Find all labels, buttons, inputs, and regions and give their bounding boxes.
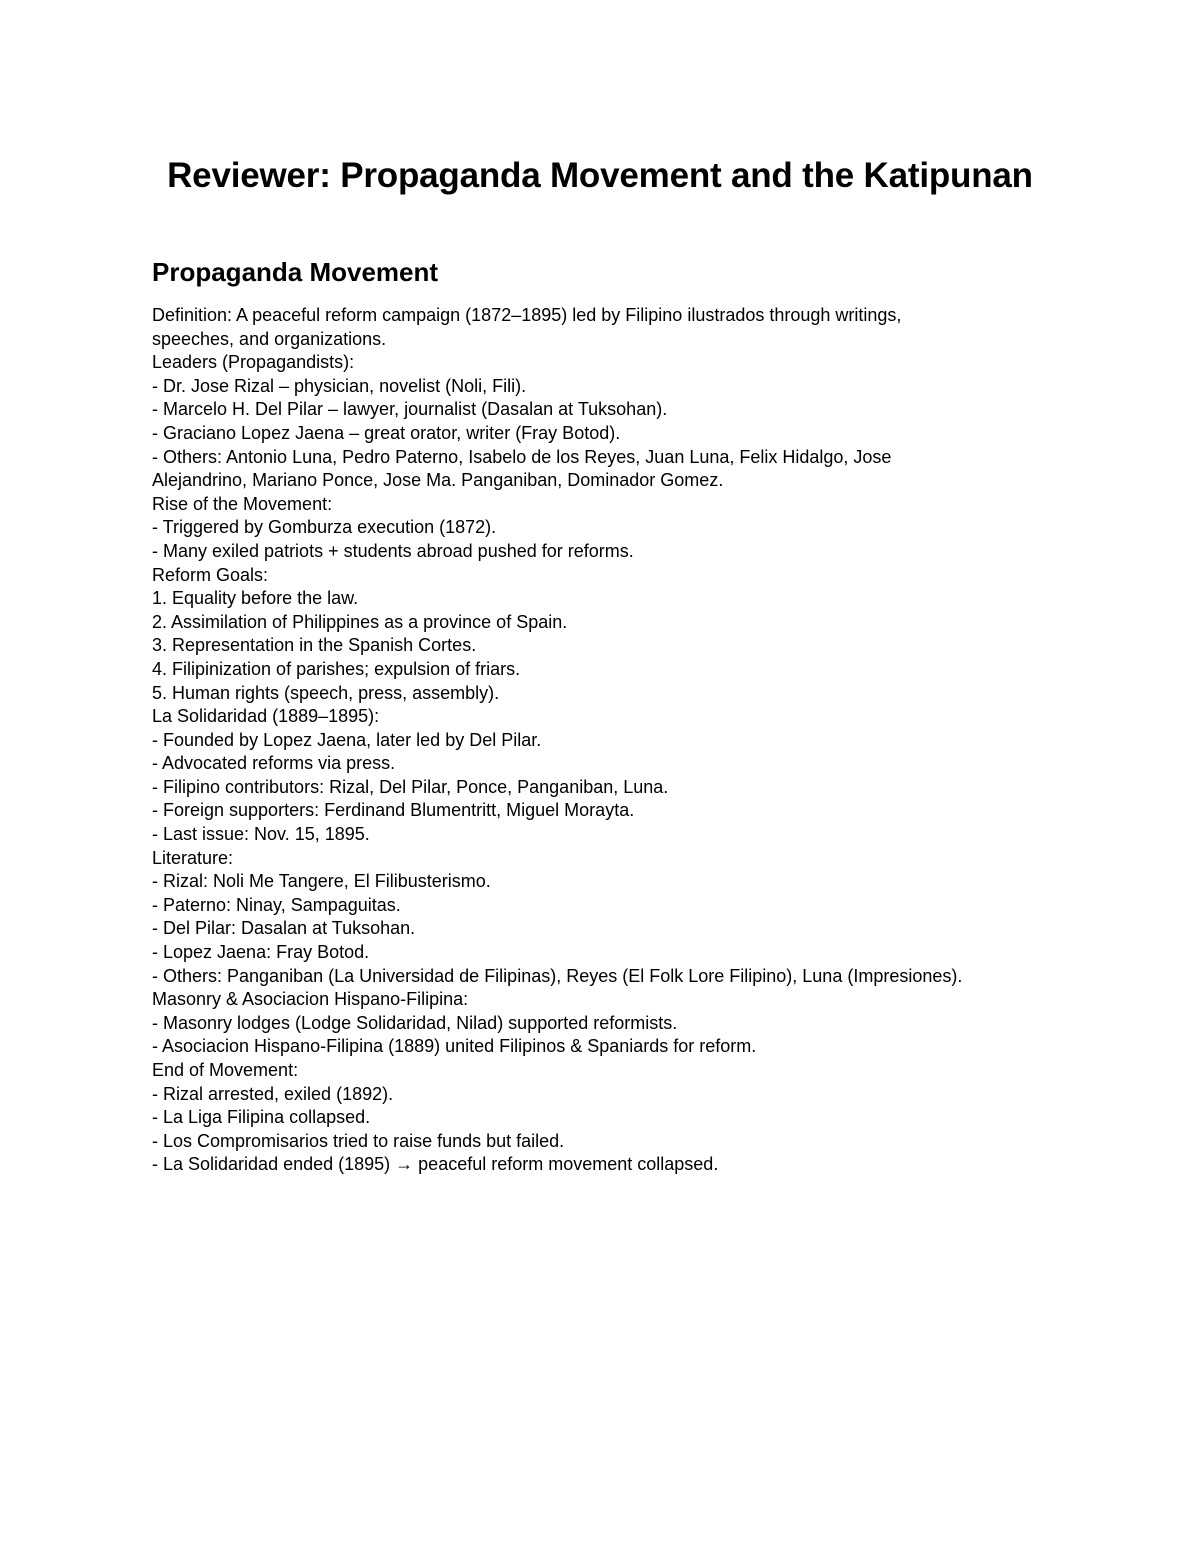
leaders-label: Leaders (Propagandists): [152,352,355,373]
rise-block [152,493,1052,564]
list-item: - Rizal: Noli Me Tangere, El Filibusterismo. [152,871,491,892]
list-item: - Founded by Lopez Jaena, later led by Del Pilar. [152,729,542,750]
list-item: - Los Compromisarios tried to raise funds but failed. [152,1130,565,1151]
list-item: - Lopez Jaena: Fray Botod. [152,942,370,963]
list-item: - Many exiled patriots + students abroad pushed for reforms. [152,540,634,561]
list-item: - Others: Antonio Luna, Pedro Paterno, Isabelo de los Reyes, Juan Luna, Felix Hidalgo, Jose [152,446,892,467]
list-item: - Rizal arrested, exiled (1892). [152,1083,394,1104]
leaders-block [152,351,1052,493]
rise-label: Rise of the Movement: [152,493,333,514]
list-item: - Masonry lodges (Lodge Solidaridad, Nilad) supported reformists. [152,1012,678,1033]
list-item: 1. Equality before the law. [152,588,359,609]
solidaridad-label: La Solidaridad (1889–1895): [152,706,380,727]
list-item: 4. Filipinization of parishes; expulsion of friars. [152,658,521,679]
section-heading: Propaganda Movement [152,257,439,287]
list-item: 3. Representation in the Spanish Cortes. [152,635,477,656]
document-title: Reviewer: Propaganda Movement and the Katipunan [167,156,1033,195]
list-item: - La Liga Filipina collapsed. [152,1107,371,1128]
list-item: - Filipino contributors: Rizal, Del Pilar, Ponce, Panganiban, Luna. [152,776,669,797]
list-item: - Others: Panganiban (La Universidad de Filipinas), Reyes (El Folk Lore Filipino), Luna (Impresiones). [152,965,963,986]
list-item: - Foreign supporters: Ferdinand Blumentritt, Miguel Morayta. [152,800,635,821]
literature-label: Literature: [152,847,234,868]
list-item: - Triggered by Gomburza execution (1872). [152,517,497,538]
definition-paragraph [152,304,1052,351]
list-item: 5. Human rights (speech, press, assembly). [152,682,500,703]
list-item: - La Solidaridad ended (1895) → peaceful reform movement collapsed. [152,1154,719,1175]
goals-block [152,564,1052,706]
list-item: - Asociacion Hispano-Filipina (1889) united Filipinos & Spaniards for reform. [152,1036,757,1057]
masonry-label: Masonry & Asociacion Hispano-Filipina: [152,989,469,1010]
document-body [152,304,1052,1177]
list-item: - Del Pilar: Dasalan at Tuksohan. [152,918,416,939]
list-item: - Advocated reforms via press. [152,753,396,774]
solidaridad-block [152,705,1052,847]
definition-line: speeches, and organizations. [152,328,387,349]
definition-line: Definition: A peaceful reform campaign (1872–1895) led by Filipino ilustrados through writings, [152,305,902,325]
list-item: Alejandrino, Mariano Ponce, Jose Ma. Panganiban, Dominador Gomez. [152,470,724,491]
masonry-block [152,988,1052,1059]
list-item: - Last issue: Nov. 15, 1895. [152,824,370,845]
list-item: - Paterno: Ninay, Sampaguitas. [152,894,401,915]
list-item: - Graciano Lopez Jaena – great orator, writer (Fray Botod). [152,422,621,443]
list-item: - Dr. Jose Rizal – physician, novelist (Noli, Fili). [152,375,527,396]
list-item: - Marcelo H. Del Pilar – lawyer, journalist (Dasalan at Tuksohan). [152,399,668,420]
end-block [152,1059,1052,1177]
goals-label: Reform Goals: [152,564,269,585]
list-item: 2. Assimilation of Philippines as a province of Spain. [152,611,568,632]
literature-block [152,847,1052,989]
end-label: End of Movement: [152,1060,299,1080]
